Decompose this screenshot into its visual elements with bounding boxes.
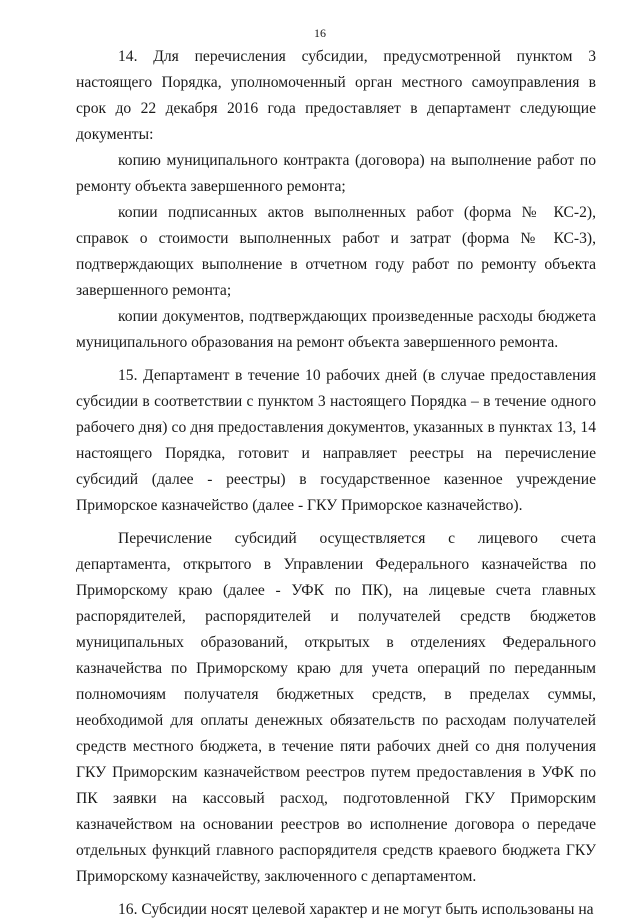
paragraph-15: 15. Департамент в течение 10 рабочих дней (в случае предоставления субсидии в соответствии с пунктом 3 настоящего Порядка – в течение одного рабочего дня) со дня предоставления документов, указанных в пунктах 13, 14 настоящего Порядка, готовит и направляет реестры на перечисление субсидий (далее - реестры) в государственное казенное учреждение Приморское казначейство (далее - ГКУ Приморское казначейство). [76,367,596,514]
list-item-acts-copies: копии подписанных актов выполненных работ (форма № КС-2), справок о стоимости выполненных работ и затрат (форма № КС-3), подтверждающих выполнение в отчетном году работ по ремонту объекта завершенного ремонта; [76,204,596,299]
list-item-expense-documents: копии документов, подтверждающих произведенные расходы бюджета муниципального образования на ремонт объекта завершенного ремонта. [76,308,596,351]
paragraph-transfer-procedure: Перечисление субсидий осуществляется с лицевого счета департамента, открытого в Управлении Федерального казначейства по Приморскому краю (далее - УФК по ПК), на лицевые счета главных распорядителей, распорядителей и получателей средств бюджетов муниципальных образований, открытых в отделениях Федерального казначейства по Приморскому краю для учета операций по переданным полномочиям получателя бюджетных средств, в пределах суммы, необходимой для оплаты денежных обязательств по расходам получателей средств местного бюджета, в течение пяти рабочих дней со дня получения ГКУ Приморским казначейством реестров путем предоставления в УФК по ПК заявки на кассовый расход, подготовленной ГКУ Приморским казначейством на основании реестров во исполнение договора о передаче отдельных функций главного распорядителя средств краевого бюджета ГКУ Приморскому казначейству, заключенного с департаментом. [76,530,596,885]
document-body [76,44,596,923]
page-number: 16 [314,26,326,40]
paragraph-16: 16. Субсидии носят целевой характер и не могут быть использованы на [118,901,594,918]
paragraph-14: 14. Для перечисления субсидии, предусмотренной пунктом 3 настоящего Порядка, уполномоченный орган местного самоуправления в срок до 22 декабря 2016 года предоставляет в департамент следующие документы: [76,48,596,143]
list-item-contract-copy: копию муниципального контракта (договора) на выполнение работ по ремонту объекта завершенного ремонта; [76,152,596,195]
